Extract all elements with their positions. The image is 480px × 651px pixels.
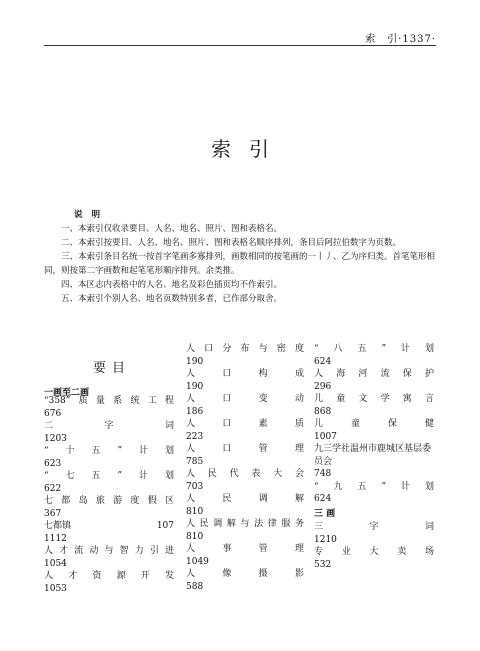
- stroke-heading: 三 画: [314, 508, 336, 519]
- index-term: 人民调解: [186, 494, 304, 504]
- index-entry: [186, 343, 304, 368]
- index-term: 人口分布与密度: [186, 344, 304, 354]
- index-entry: [186, 468, 304, 493]
- index-entry: [314, 481, 434, 506]
- index-entry: [44, 520, 174, 545]
- index-column-3: [314, 343, 434, 571]
- index-entry: [314, 343, 434, 368]
- index-term: 人口变动: [186, 394, 304, 404]
- index-column-2: [186, 343, 304, 593]
- note-item: 一、本索引仅收录要目、人名、地名、照片、图和表格名。: [61, 224, 283, 234]
- index-entry: [44, 570, 174, 595]
- note-item: 四、本区志内表格中的人名、地名及彩色插页均不作索引。: [61, 280, 283, 290]
- index-entry: [314, 443, 434, 481]
- running-header: 索 引·1337·: [365, 34, 436, 45]
- index-entry: [314, 368, 434, 393]
- index-term: “七五”计划: [44, 471, 174, 481]
- index-page-number: 1203: [44, 433, 67, 444]
- index-entry: [186, 418, 304, 443]
- stroke-heading: 一画至二画: [44, 388, 90, 398]
- index-page-number: 624: [314, 356, 332, 367]
- index-term: 三字词: [314, 522, 434, 532]
- index-page-number: 1210: [314, 534, 337, 545]
- index-term: 人口管理: [186, 444, 304, 454]
- index-entry: [186, 393, 304, 418]
- index-term: “八五”计划: [314, 344, 434, 354]
- index-term: 人口素质: [186, 419, 304, 429]
- index-column-1: [44, 395, 174, 595]
- notes-heading: 说 明: [74, 210, 103, 220]
- page-title: 索引: [211, 137, 287, 161]
- index-page-number: 624: [314, 494, 332, 504]
- index-term: “九五”计划: [314, 481, 434, 492]
- index-page-number: 107: [156, 521, 174, 531]
- index-term: 专业大卖场: [314, 547, 434, 557]
- index-entry: [44, 545, 174, 570]
- index-term: “358”质量系统工程: [44, 396, 174, 406]
- index-page-number: 810: [186, 506, 204, 517]
- index-entry: [186, 568, 304, 593]
- index-entry: [314, 393, 434, 418]
- index-page-number: 676: [44, 408, 62, 419]
- note-item: 五、本索引个别人名、地名页数特别多者，已作部分取舍。: [61, 294, 283, 304]
- index-term: 人海河流保护: [314, 369, 434, 379]
- index-entry: [314, 418, 434, 443]
- index-entry: [186, 493, 304, 518]
- index-term: 人民调解与法律服务: [186, 519, 304, 529]
- index-page-number: 588: [186, 581, 204, 592]
- index-term: 人像摄影: [186, 569, 304, 579]
- index-page-number: 622: [44, 483, 62, 494]
- index-page-number: 1049: [186, 556, 209, 567]
- index-page-number: 190: [186, 356, 204, 367]
- index-page-number: 810: [186, 531, 204, 542]
- index-page-number: 296: [314, 381, 332, 392]
- index-entry: [44, 495, 174, 520]
- index-term: 二字词: [44, 421, 174, 431]
- index-page-number: 186: [186, 406, 204, 417]
- index-term: 九三学社温州市鹿城区基层委员会: [314, 444, 432, 467]
- index-term: 人才流动与智力引进: [44, 546, 174, 556]
- index-page-number: 1054: [44, 558, 67, 569]
- index-page-number: 1112: [44, 533, 67, 544]
- index-page-number: 785: [186, 456, 204, 467]
- index-term: 七都岛旅游度假区: [44, 496, 174, 506]
- header-rule: [44, 45, 436, 46]
- index-term: “十五”计划: [44, 446, 174, 456]
- index-term: 人才资源开发: [44, 571, 174, 581]
- index-entry: [44, 420, 174, 445]
- index-entry: [44, 395, 174, 420]
- index-page-number: 1007: [314, 431, 337, 442]
- note-item: 三、本索引条目名统一按首字笔画多寡排列，画数相同的按笔画的一丨丿、乙为序归类。首笔笔形相同，则按第二字画数和起笔笔形顺序排列。余类推。: [44, 252, 436, 276]
- index-term: 人事管理: [186, 544, 304, 554]
- index-page-number: 532: [314, 559, 332, 570]
- notes-section: [44, 208, 440, 306]
- index-page-number: 190: [186, 381, 204, 392]
- section-title-yaomu: 要目: [92, 361, 131, 376]
- index-entry: [186, 368, 304, 393]
- index-page-number: 367: [44, 508, 62, 519]
- index-term: 人口构成: [186, 369, 304, 379]
- index-page-number: 703: [186, 481, 204, 492]
- index-term: 儿童文学寓言: [314, 394, 434, 404]
- index-page-number: 748: [314, 469, 332, 479]
- index-term: 儿童保健: [314, 419, 434, 429]
- index-term: 人民代表大会: [186, 469, 304, 479]
- index-page-number: 1053: [44, 583, 67, 594]
- index-page-number: 223: [186, 431, 204, 442]
- index-entry: [186, 543, 304, 568]
- index-page-number: 623: [44, 458, 62, 469]
- note-item: 二、本索引按要目、人名、地名、照片、图和表格名顺序排列，条目后阿拉伯数字为页数。: [61, 238, 402, 248]
- index-term: 七都镇: [44, 521, 72, 531]
- index-entry: [186, 443, 304, 468]
- index-entry: [314, 521, 434, 546]
- index-entry: [314, 546, 434, 571]
- index-entry: [44, 470, 174, 495]
- index-page-number: 868: [314, 406, 332, 417]
- index-entry: [186, 518, 304, 543]
- index-entry: [44, 445, 174, 470]
